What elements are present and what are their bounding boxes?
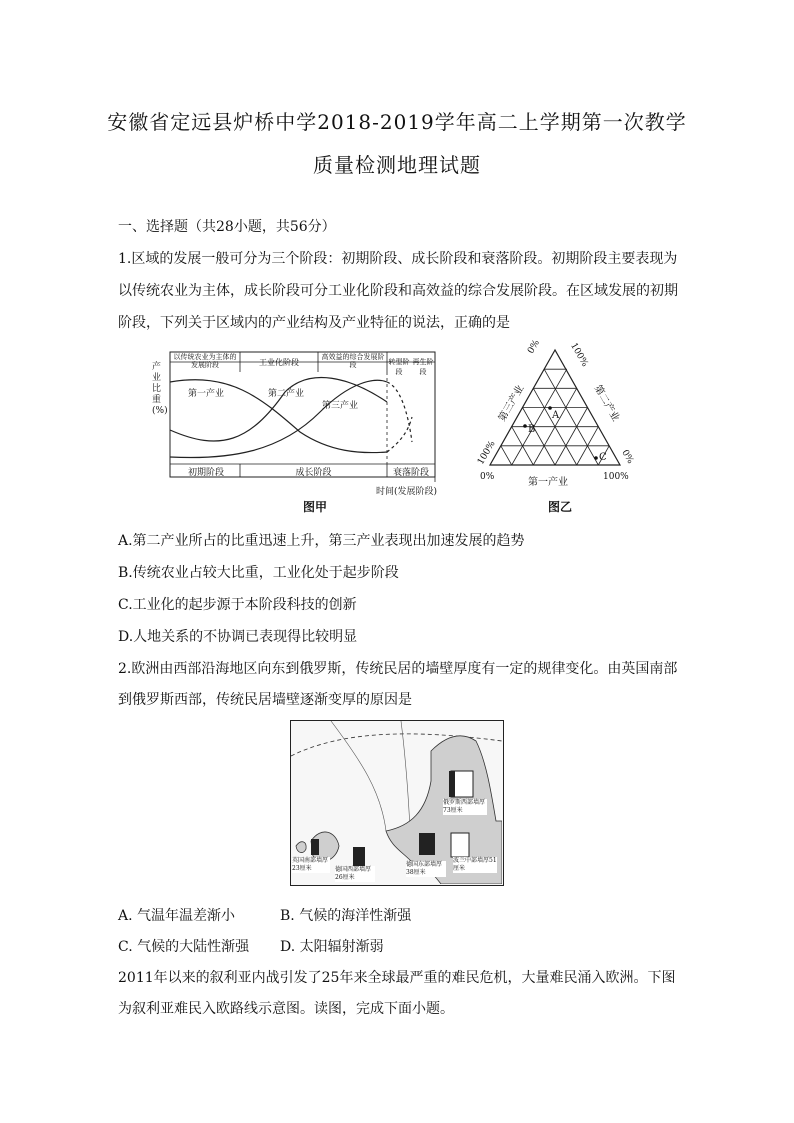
fig-jia-stage-bottom-1: 初期阶段 [187, 468, 224, 478]
fig-yi-tick-bottom-100: 100% [603, 472, 629, 482]
fig-jia-curve-label-1: 第一产业 [188, 389, 225, 399]
q2-stem-line1: 2.欧洲由西部沿海地区向东到俄罗斯，传统民居的墙壁厚度有一定的规律变化。由英国南部 [118, 661, 678, 677]
q2-option-b: B. 气候的海洋性渐强 [280, 908, 412, 924]
europe-wall-map [290, 720, 504, 886]
q1-option-c: C.工业化的起步源于本阶段科技的创新 [118, 597, 357, 613]
fig-jia-stage-bottom-2: 成长阶段 [295, 468, 332, 478]
fig-jia-caption: 图甲 [303, 500, 328, 514]
fig-jia-stage-top-4: 转型阶段 [388, 358, 410, 376]
fig-yi-tick-right-0: 0% [619, 448, 636, 466]
fig-jia-stage-top-3: 高效益的综合发展阶段 [321, 353, 385, 369]
section-heading: 一、选择题（共28小题，共56分） [118, 219, 336, 235]
point-b-label: B [528, 424, 536, 435]
fig-yi-caption: 图乙 [548, 500, 573, 514]
q1-stem-line2: 以传统农业为主体，成长阶段可分工业化阶段和高效益的综合发展阶段。在区域发展的初期 [118, 283, 678, 299]
fig-jia-stage-top-2: 工业化阶段 [259, 358, 299, 367]
q3-stem-line2: 为叙利亚难民入欧路线示意图。读图，完成下面小题。 [118, 1001, 454, 1017]
figure-yi [470, 340, 640, 515]
fig-yi-bottom-axis: 第一产业 [528, 477, 568, 488]
point-a-label: A [552, 410, 560, 421]
fig-yi-tick-bottom-0: 0% [480, 472, 495, 482]
figure-jia [150, 342, 450, 512]
map-label-poland: 波兰中部墙厚51厘米 [453, 857, 497, 872]
wall-uk [311, 839, 319, 855]
map-label-east-germany: 德国东部墙厚38厘米 [406, 861, 446, 877]
fig-yi-tick-right-100: 100% [568, 341, 590, 369]
page-title-line1: 安徽省定远县炉桥中学2018-2019学年高二上学期第一次教学 [107, 110, 687, 134]
point-b-marker [523, 424, 527, 428]
fig-jia-xlabel: 时间(发展阶段) [376, 487, 438, 497]
q1-option-d: D.人地关系的不协调已表现得比较明显 [118, 629, 358, 645]
point-c-marker [594, 456, 598, 460]
page-title-line2: 质量检测地理试题 [313, 153, 481, 177]
fig-yi-tick-left-0: 0% [526, 338, 543, 356]
q3-stem-line1: 2011年以来的叙利亚内战引发了25年来全球最严重的难民危机，大量难民涌入欧洲。下图 [118, 970, 676, 986]
map-label-russia: 俄罗斯西部墙厚73厘米 [443, 799, 486, 814]
fig-jia-stage-bottom-3: 衰落阶段 [392, 468, 429, 478]
map-label-uk: 英国南部墙厚23厘米 [292, 857, 329, 872]
wall-east-germany [419, 833, 435, 855]
fig-jia-stage-top-1: 以传统农业为主体的发展阶段 [173, 353, 237, 369]
q2-option-d: D. 太阳辐射渐弱 [280, 939, 384, 955]
wall-west-germany [353, 847, 365, 867]
point-c-label: C [599, 452, 607, 463]
fig-yi-right-axis: 第二产业 [591, 383, 622, 424]
q2-stem-line2: 到俄罗斯西部，传统民居墙壁逐渐变厚的原因是 [118, 692, 412, 708]
q1-stem-line1: 1.区域的发展一般可分为三个阶段：初期阶段、成长阶段和衰落阶段。初期阶段主要表现为 [118, 251, 678, 267]
fig-jia-curve-label-3: 第三产业 [322, 401, 359, 411]
fig-yi-tick-left-100: 100% [476, 439, 498, 467]
q2-option-c: C. 气候的大陆性渐强 [118, 939, 250, 955]
fig-jia-ylabel: 产业比重(%) [152, 362, 168, 416]
q2-option-a: A. 气温年温差渐小 [118, 908, 236, 924]
wall-poland [451, 833, 469, 857]
q1-option-b: B.传统农业占较大比重，工业化处于起步阶段 [118, 565, 399, 581]
q1-stem-line3: 阶段，下列关于区域内的产业结构及产业特征的说法，正确的是 [118, 315, 510, 331]
fig-jia-curve-label-2: 第二产业 [268, 389, 305, 399]
fig-jia-stage-top-5: 再生阶段 [412, 358, 434, 376]
fig-yi-left-axis: 第三产业 [496, 383, 527, 424]
map-label-west-germany: 德国西部墙厚26厘米 [335, 866, 375, 882]
q1-option-a: A.第二产业所占的比重迅速上升，第三产业表现出加速发展的趋势 [118, 533, 525, 549]
